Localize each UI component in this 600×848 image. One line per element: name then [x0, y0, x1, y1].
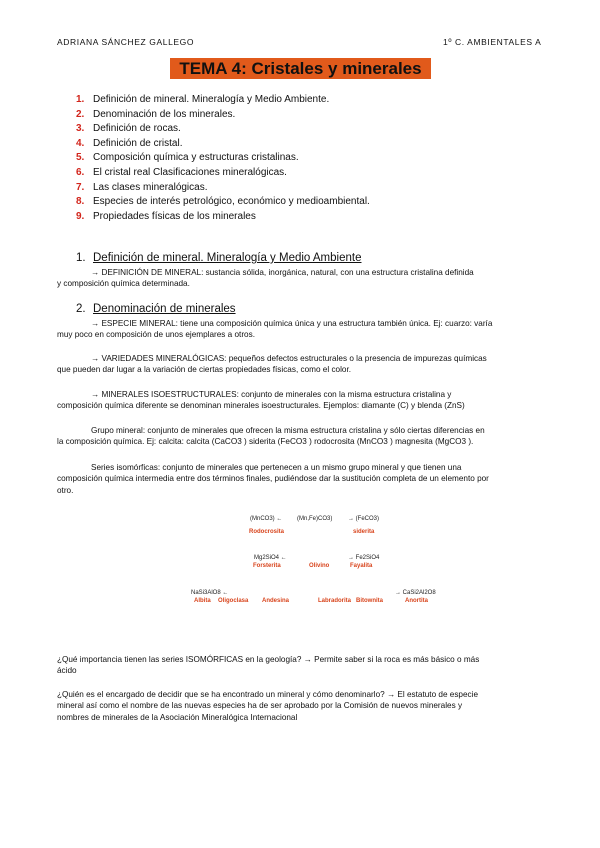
- toc-item: [76, 108, 370, 123]
- toc-item: [76, 166, 370, 181]
- toc-number: 6.: [76, 166, 85, 178]
- formula-label: → Fe2SiO4: [348, 555, 380, 561]
- toc-label: El cristal real Clasificaciones mineralógicas.: [93, 166, 287, 178]
- toc-item: [76, 181, 370, 196]
- toc-label: Especies de interés petrológico, económico y medioambiental.: [93, 196, 370, 208]
- toc-item: [76, 210, 370, 225]
- definition-line: → DEFINICIÓN DE MINERAL: sustancia sólida, inorgánica, natural, con una estructura cristalina definida: [91, 268, 474, 277]
- toc-number: 7.: [76, 181, 85, 193]
- especie-mineral-paragraph: [57, 318, 542, 341]
- mineral-name: Forsterita: [253, 563, 281, 569]
- toc-label: Definición de rocas.: [93, 123, 181, 135]
- paragraph-line: muy poco en composición de unos ejemplares a otros.: [57, 330, 255, 340]
- page-title: TEMA 4: Cristales y minerales: [170, 58, 431, 79]
- toc-number: 2.: [76, 108, 85, 120]
- paragraph-line: ¿Qué importancia tienen las series ISOMÓRFICAS en la geología? → Permite saber si la roca es más básico o más: [57, 655, 480, 664]
- toc-label: Composición química y estructuras cristalinas.: [93, 152, 299, 164]
- toc-label: Denominación de los minerales.: [93, 108, 236, 120]
- toc-number: 9.: [76, 210, 85, 222]
- grupo-mineral-paragraph: [57, 425, 542, 448]
- toc-label: Definición de mineral. Mineralogía y Medio Ambiente.: [93, 94, 330, 105]
- paragraph-line: composición química diferente se denominan minerales isoestructurales. Ejemplos: diamante (C) y blenda (ZnS): [57, 401, 465, 411]
- mineral-name: Fayalita: [350, 563, 373, 569]
- series-isomorficas-paragraph: [57, 462, 542, 496]
- toc-label: Propiedades físicas de los minerales: [93, 210, 256, 222]
- section-title: Definición de mineral. Mineralogía y Medio Ambiente: [93, 252, 362, 264]
- table-of-contents: [76, 93, 370, 224]
- toc-number: 5.: [76, 152, 85, 164]
- question-denominacion: [57, 689, 542, 723]
- toc-number: 8.: [76, 196, 85, 208]
- question-isomorficas: [57, 654, 542, 677]
- section-1-heading: [76, 252, 361, 264]
- paragraph-line: → ESPECIE MINERAL: tiene una composición química única y una estructura también única. Ej: cuarzo: varía: [91, 319, 493, 328]
- mineral-name: Rodocrosita: [249, 529, 285, 535]
- paragraph-line: Grupo mineral: conjunto de minerales que ofrecen la misma estructura cristalina y sólo ciertas diferencias en: [91, 426, 485, 435]
- formula-label: → (FeCO3): [348, 516, 380, 522]
- definition-paragraph: [57, 267, 542, 290]
- paragraph-line: → VARIEDADES MINERALÓGICAS: pequeños defectos estructurales o la presencia de impurezas químicas: [91, 354, 487, 363]
- definition-line: y composición química determinada.: [57, 279, 190, 289]
- course-label: 1º C. AMBIENTALES A: [443, 37, 542, 47]
- toc-item: [76, 93, 370, 108]
- paragraph-line: nombres de minerales de la Asociación Mineralógica Internacional: [57, 712, 298, 722]
- paragraph-line: mineral así como el nombre de las nuevas especies ha de ser aprobado por la Comisión de nuevos minerales y: [57, 701, 463, 711]
- toc-number: 4.: [76, 137, 85, 149]
- formula-label: (Mn,Fe)CO3): [297, 516, 333, 522]
- toc-number: 3.: [76, 123, 85, 135]
- section-number: 2.: [76, 303, 86, 315]
- toc-item: [76, 137, 370, 152]
- author-name: ADRIANA SÁNCHEZ GALLEGO: [57, 37, 195, 47]
- formula-label: Mg2SiO4 ←: [254, 555, 287, 561]
- paragraph-line: la composición química. Ej: calcita: calcita (CaCO3 ) siderita (FeCO3 ) rodocrosita (MnCO3 ) magnesita (MgCO3 ).: [57, 437, 474, 447]
- section-number: 1.: [76, 252, 86, 264]
- isoestructurales-paragraph: [57, 389, 542, 412]
- toc-item: [76, 122, 370, 137]
- mineral-name: siderita: [353, 529, 375, 535]
- paragraph-line: Series isomórficas: conjunto de minerales que pertenecen a un mismo grupo mineral y que tienen una: [91, 463, 462, 472]
- paragraph-line: composición química intermedia entre dos términos finales, pudiéndose dar la sustitución completa de un elemento por: [57, 474, 489, 484]
- formula-label: → CaSi2Al2O8: [395, 590, 436, 596]
- mineral-name: Oligoclasa: [218, 598, 249, 604]
- mineral-name: Anortita: [405, 598, 428, 604]
- variedades-paragraph: [57, 353, 542, 376]
- section-2-heading: [76, 303, 236, 315]
- formula-label: NaSi3AlO8 ←: [191, 590, 229, 596]
- mineral-name: Andesina: [262, 598, 290, 604]
- toc-number: 1.: [76, 94, 85, 105]
- paragraph-line: ¿Quién es el encargado de decidir que se ha encontrado un mineral y cómo denominarlo? → El estatuto de especie: [57, 690, 479, 699]
- toc-item: [76, 195, 370, 210]
- section-title: Denominación de minerales: [93, 303, 236, 315]
- toc-label: Definición de cristal.: [93, 137, 183, 149]
- mineral-name: Bitownita: [356, 598, 383, 604]
- paragraph-line: ácido: [57, 666, 77, 676]
- paragraph-line: que pueden dar lugar a la variación de ciertas propiedades físicas, como el color.: [57, 365, 352, 375]
- mineral-name: Labradorita: [318, 598, 352, 604]
- mineral-name: Albita: [194, 598, 211, 604]
- toc-item: [76, 151, 370, 166]
- toc-label: Las clases mineralógicas.: [93, 181, 208, 193]
- mineral-name: Olivino: [309, 563, 330, 569]
- paragraph-line: → MINERALES ISOESTRUCTURALES: conjunto de minerales con la misma estructura cristalina y: [91, 390, 452, 399]
- formula-label: (MnCO3) ←: [250, 516, 283, 522]
- paragraph-line: otro.: [57, 485, 74, 495]
